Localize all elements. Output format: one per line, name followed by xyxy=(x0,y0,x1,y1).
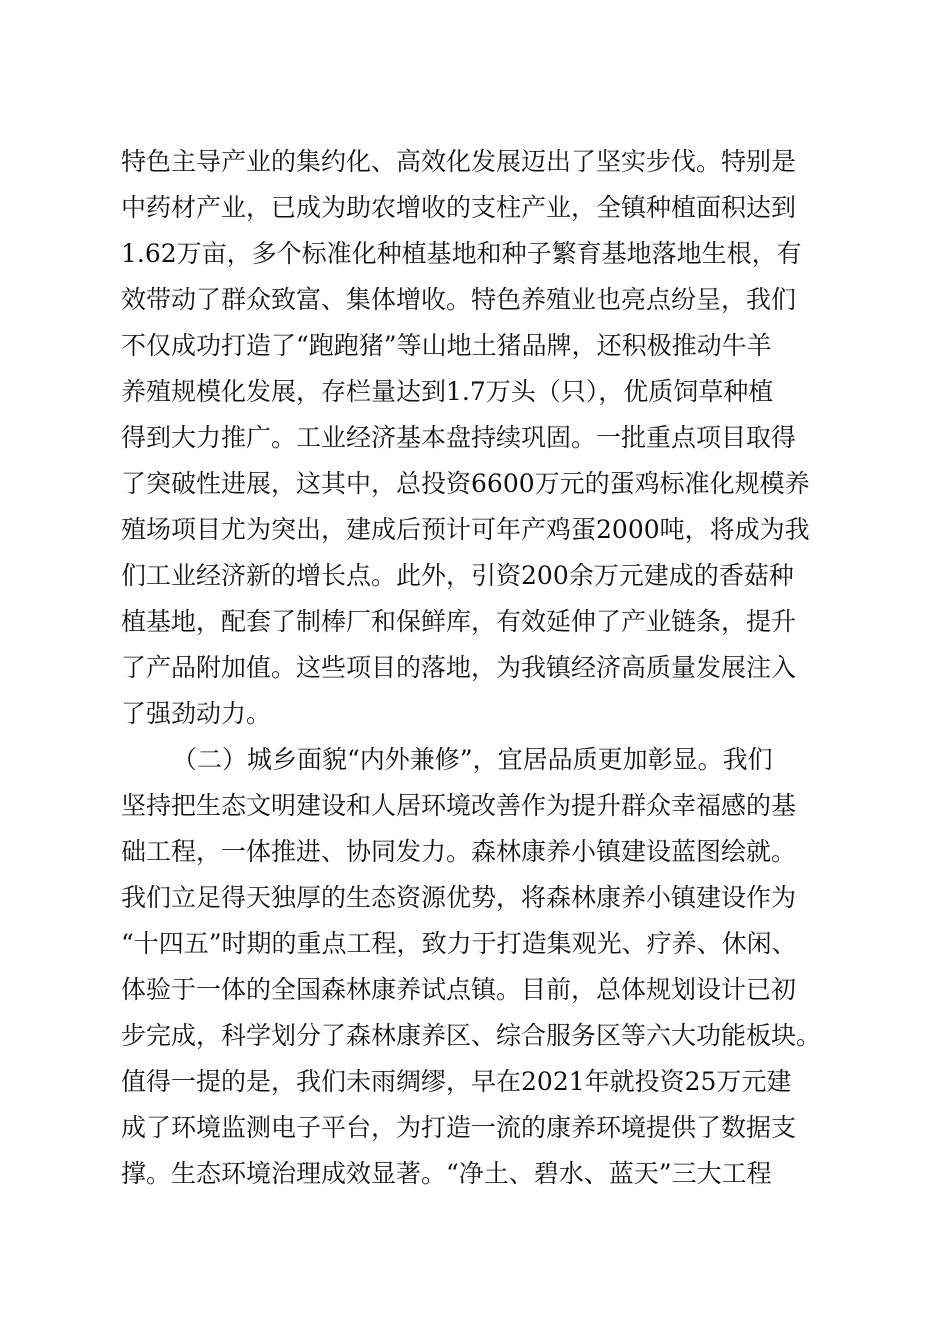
paragraph-line: 成了环境监测电子平台，为打造一流的康养环境提供了数据支 xyxy=(121,1113,797,1142)
paragraph-line: 中药材产业，已成为助农增收的支柱产业，全镇种植面积达到 xyxy=(121,193,797,222)
paragraph-line: 值得一提的是，我们未雨绸缪，早在2021年就投资25万元建 xyxy=(121,1067,792,1096)
paragraph-line: 了强劲动力。 xyxy=(121,699,272,728)
paragraph-line: 坚持把生态文明建设和人居环境改善作为提升群众幸福感的基 xyxy=(121,791,797,820)
paragraph-line: 体验于一体的全国森林康养试点镇。目前，总体规划设计已初 xyxy=(121,975,797,1004)
paragraph-line: 撑。生态环境治理成效显著。“净土、碧水、蓝天”三大工程 xyxy=(121,1159,772,1188)
paragraph-line: “十四五”时期的重点工程，致力于打造集观光、疗养、休闲、 xyxy=(121,929,797,958)
paragraph-line: 步完成，科学划分了森林康养区、综合服务区等六大功能板块。 xyxy=(121,1021,822,1050)
paragraph-line: 不仅成功打造了“跑跑猪”等山地土猪品牌，还积极推动牛羊 xyxy=(121,331,772,360)
section-heading-line: （二）城乡面貌“内外兼修”，宜居品质更加彰显。我们 xyxy=(172,745,773,774)
paragraph-line: 1.62万亩，多个标准化种植基地和种子繁育基地落地生根，有 xyxy=(121,239,802,268)
paragraph-line: 们工业经济新的增长点。此外，引资200余万元建成的香菇种 xyxy=(121,561,794,590)
paragraph-line: 特色主导产业的集约化、高效化发展迈出了坚实步伐。特别是 xyxy=(121,147,797,176)
paragraph-line: 我们立足得天独厚的生态资源优势，将森林康养小镇建设作为 xyxy=(121,883,797,912)
paragraph-line: 殖场项目尤为突出，建成后预计可年产鸡蛋2000吨，将成为我 xyxy=(121,515,810,544)
paragraph-line: 础工程，一体推进、协同发力。森林康养小镇建设蓝图绘就。 xyxy=(121,837,797,866)
paragraph-line: 效带动了群众致富、集体增收。特色养殖业也亮点纷呈，我们 xyxy=(121,285,797,314)
paragraph-line: 养殖规模化发展，存栏量达到1.7万头（只），优质饲草种植 xyxy=(121,377,774,406)
paragraph-line: 植基地，配套了制棒厂和保鲜库，有效延伸了产业链条，提升 xyxy=(121,607,797,636)
paragraph-line: 得到大力推广。工业经济基本盘持续巩固。一批重点项目取得 xyxy=(121,423,797,452)
paragraph-line: 了突破性进展，这其中，总投资6600万元的蛋鸡标准化规模养 xyxy=(121,469,810,498)
paragraph-line: 了产品附加值。这些项目的落地，为我镇经济高质量发展注入 xyxy=(121,653,797,682)
